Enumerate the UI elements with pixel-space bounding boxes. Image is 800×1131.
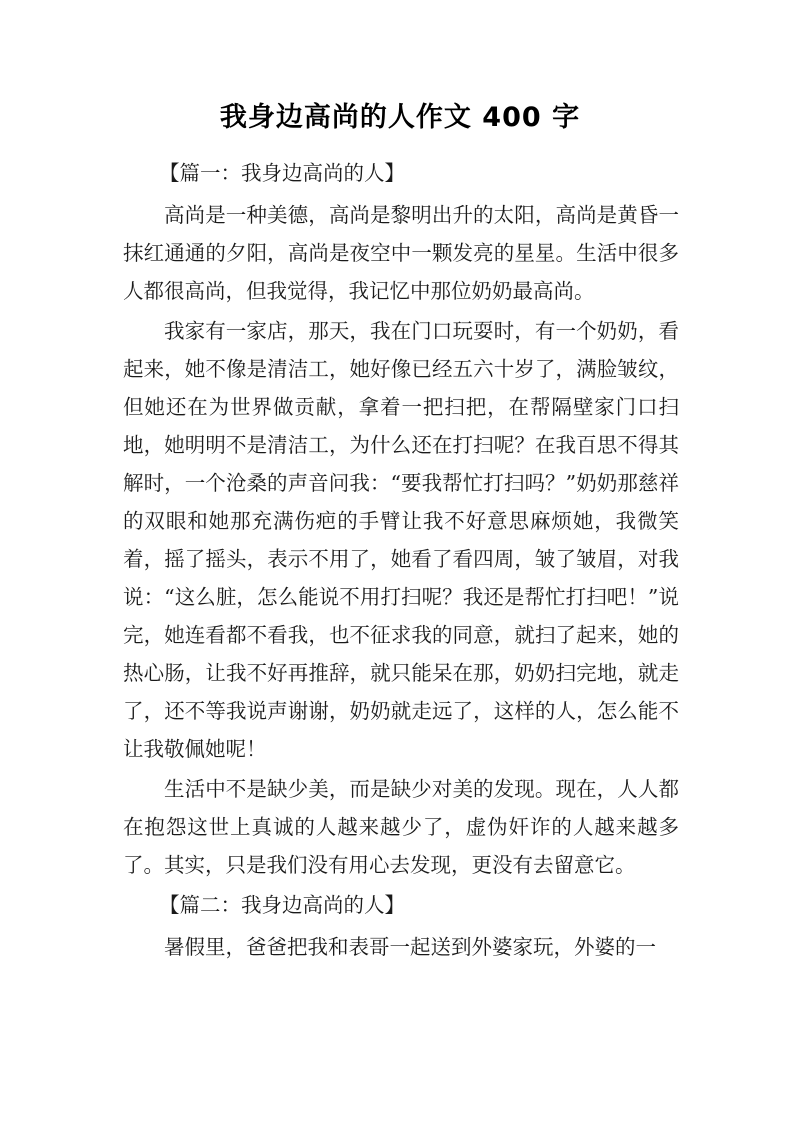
section-heading: 【篇二：我身边高尚的人】	[159, 893, 405, 917]
paragraph: 高尚是一种美德，高尚是黎明出升的太阳，高尚是黄昏一抹红通通的夕阳，高尚是夜空中一颗发亮的星星。生活中很多人都很高尚，但我觉得，我记忆中那位奶奶最高尚。	[123, 203, 679, 303]
page-title: 我身边高尚的人作文 400 字	[219, 102, 581, 133]
section-heading: 【篇一：我身边高尚的人】	[159, 161, 405, 185]
section-2	[123, 886, 679, 966]
paragraph: 我家有一家店，那天，我在门口玩耍时，有一个奶奶，看起来，她不像是清洁工，她好像已经五六十岁了，满脸皱纹，但她还在为世界做贡献，拿着一把扫把，在帮隔壁家门口扫地，她明明不是清洁工，为什么还在打扫呢？在我百思不得其解时，一个沧桑的声音问我：“要我帮忙打扫吗？”奶奶那慈祥的双眼和她那充满伤疤的手臂让我不好意思麻烦她，我微笑着，摇了摇头，表示不用了，她看了看四周，皱了皱眉，对我说：“这么脏，怎么能说不用打扫呢？我还是帮忙打扫吧！”说完，她连看都不看我，也不征求我的同意，就扫了起来，她的热心肠，让我不好再推辞，就只能呆在那，奶奶扫完地，就走了，还不等我说声谢谢，奶奶就走远了，这样的人，怎么能不让我敬佩她呢！	[123, 319, 679, 761]
paragraph: 生活中不是缺少美，而是缺少对美的发现。现在，人人都在抱怨这世上真诚的人越来越少了，虚伪奸诈的人越来越多了。其实，只是我们没有用心去发现，更没有去留意它。	[123, 777, 679, 877]
paragraph: 暑假里，爸爸把我和表哥一起送到外婆家玩，外婆的一	[164, 935, 656, 959]
section-1	[123, 154, 679, 884]
document-body	[123, 154, 679, 968]
